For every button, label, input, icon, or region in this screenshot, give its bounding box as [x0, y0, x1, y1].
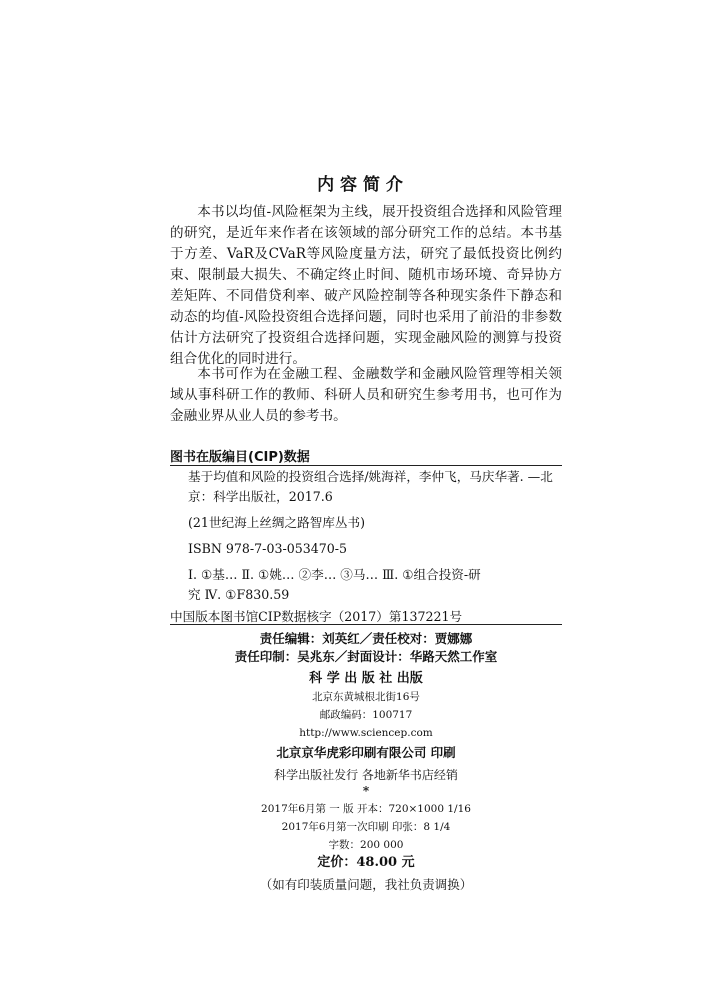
page-title: 内 容 简 介 — [317, 175, 403, 195]
cip-bottom-rule — [170, 624, 562, 625]
imprint-wordcount: 字数：200 000 — [328, 839, 404, 851]
intro-section-2 — [170, 364, 562, 427]
imprint-impression: 2017年6月第一次印刷 印张：8 1/4 — [281, 821, 451, 833]
imprint-edition: 2017年6月第 一 版 开本：720×1000 1/16 — [261, 803, 471, 815]
intro-paragraph-1: 本书以均值-风险框架为主线，展开投资组合选择和风险管理的研究，是近年来作者在该领域的部分研究工作的总结。本书基于方差、VaR及CVaR等风险度量方法，研究了最低投资比例约束、限制最大损失、不确定终止时间、随机市场环境、奇异协方差矩阵、不同借贷利率、破产风险控制等各种现实条件下静态和动态的均值-风险投资组合选择问题，同时也采用了前沿的非参数估计方法研究了投资组合选择问题，实现金融风险的测算与投资组合优化的同时进行。 — [170, 204, 562, 367]
imprint-notice: （如有印装质量问题，我社负责调换） — [259, 877, 473, 892]
imprint-postcode: 邮政编码：100717 — [319, 709, 413, 721]
imprint-editors: 责任编辑：刘英红／责任校对：贾娜娜 — [259, 631, 473, 646]
imprint-block — [170, 630, 562, 894]
cip-block — [170, 467, 558, 627]
cip-classification-2: 究 Ⅳ. ①F830.59 — [188, 587, 290, 602]
imprint-printing: 责任印制：吴兆东／封面设计：华路天然工作室 — [234, 649, 498, 664]
intro-section — [170, 202, 562, 370]
imprint-address: 北京东黄城根北街16号 — [312, 691, 420, 703]
cip-number: 中国版本图书馆CIP数据核字（2017）第137221号 — [170, 609, 463, 624]
imprint-star: * — [362, 784, 370, 798]
cip-isbn: ISBN 978-7-03-053470-5 — [188, 541, 348, 556]
cip-series: (21世纪海上丝绸之路智库丛书) — [188, 515, 365, 530]
imprint-website: http://www.sciencep.com — [299, 727, 433, 739]
cip-classification-1: Ⅰ. ①基… Ⅱ. ①姚… ②李… ③马… Ⅲ. ①组合投资-研 — [188, 567, 481, 582]
intro-paragraph-2: 本书可作为在金融工程、金融数学和金融风险管理等相关领域从事科研工作的教师、科研人员和研究生参考用书，也可作为金融业界从业人员的参考书。 — [170, 366, 562, 424]
imprint-price: 定价：48.00 元 — [317, 855, 415, 870]
cip-title-line-1: 基于均值和风险的投资组合选择/姚海祥，李仲飞，马庆华著. —北 — [188, 469, 553, 484]
imprint-publisher: 科 学 出 版 社 出版 — [309, 671, 423, 686]
cip-top-rule — [170, 465, 562, 466]
cip-header: 图书在版编目(CIP)数据 — [170, 450, 310, 465]
imprint-distribution: 科学出版社发行 各地新华书店经销 — [274, 768, 458, 782]
cip-title-line-2: 京：科学出版社，2017.6 — [188, 489, 333, 504]
imprint-printer: 北京京华虎彩印刷有限公司 印刷 — [276, 745, 456, 760]
